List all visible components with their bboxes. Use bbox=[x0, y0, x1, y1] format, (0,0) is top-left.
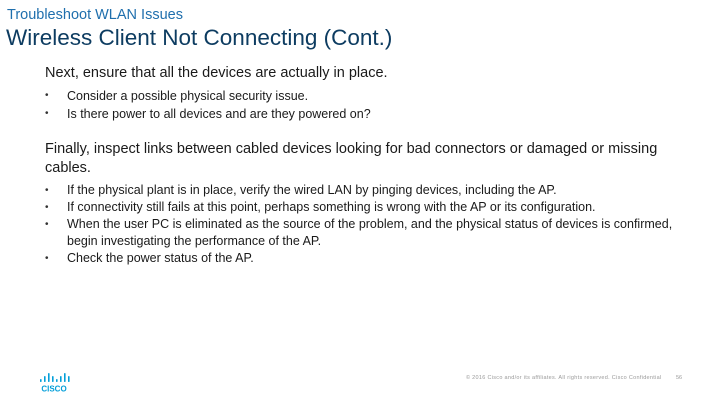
bullet-list-inspect bbox=[45, 182, 685, 267]
bullet-item bbox=[45, 199, 685, 216]
bullet-text: When the user PC is eliminated as the source of the problem, and the physical status of devices is confirmed, begin investigating the performance of the AP. bbox=[67, 217, 673, 248]
bullet-glyph: • bbox=[45, 202, 49, 213]
copyright-text: © 2016 Cisco and/or its affiliates. All rights reserved. Cisco Confidential bbox=[466, 375, 662, 381]
bullet-item bbox=[45, 105, 685, 123]
bullet-text: Is there power to all devices and are they powered on? bbox=[67, 107, 371, 121]
paragraph-devices-in-place: Next, ensure that all the devices are actually in place. bbox=[45, 65, 388, 81]
bullet-glyph: • bbox=[45, 219, 49, 230]
bullet-item bbox=[45, 216, 685, 250]
logo-wordmark: CISCO bbox=[41, 384, 67, 393]
cisco-logo-icon bbox=[36, 373, 72, 393]
bullet-text: If connectivity still fails at this point, perhaps something is wrong with the AP or its configuration. bbox=[67, 200, 596, 214]
bullet-item bbox=[45, 250, 685, 267]
bullet-glyph: • bbox=[45, 185, 49, 196]
bullet-text: Consider a possible physical security issue. bbox=[67, 89, 309, 103]
paragraph-inspect-links: Finally, inspect links between cabled devices looking for bad connectors or damaged or missing cables. bbox=[45, 141, 658, 176]
section-title: Troubleshoot WLAN Issues bbox=[7, 7, 183, 23]
bullet-glyph: • bbox=[45, 253, 49, 264]
bullet-item bbox=[45, 87, 685, 105]
bullet-text: Check the power status of the AP. bbox=[67, 251, 254, 265]
bullet-glyph: • bbox=[45, 90, 49, 101]
bullet-text: If the physical plant is in place, verify the wired LAN by pinging devices, including the AP. bbox=[67, 183, 557, 197]
slide-title: Wireless Client Not Connecting (Cont.) bbox=[6, 25, 393, 50]
page-number: 56 bbox=[676, 375, 683, 381]
bullet-glyph: • bbox=[45, 108, 49, 119]
slide-body bbox=[45, 64, 685, 267]
bullet-item bbox=[45, 182, 685, 199]
bullet-list-physical bbox=[45, 87, 685, 123]
